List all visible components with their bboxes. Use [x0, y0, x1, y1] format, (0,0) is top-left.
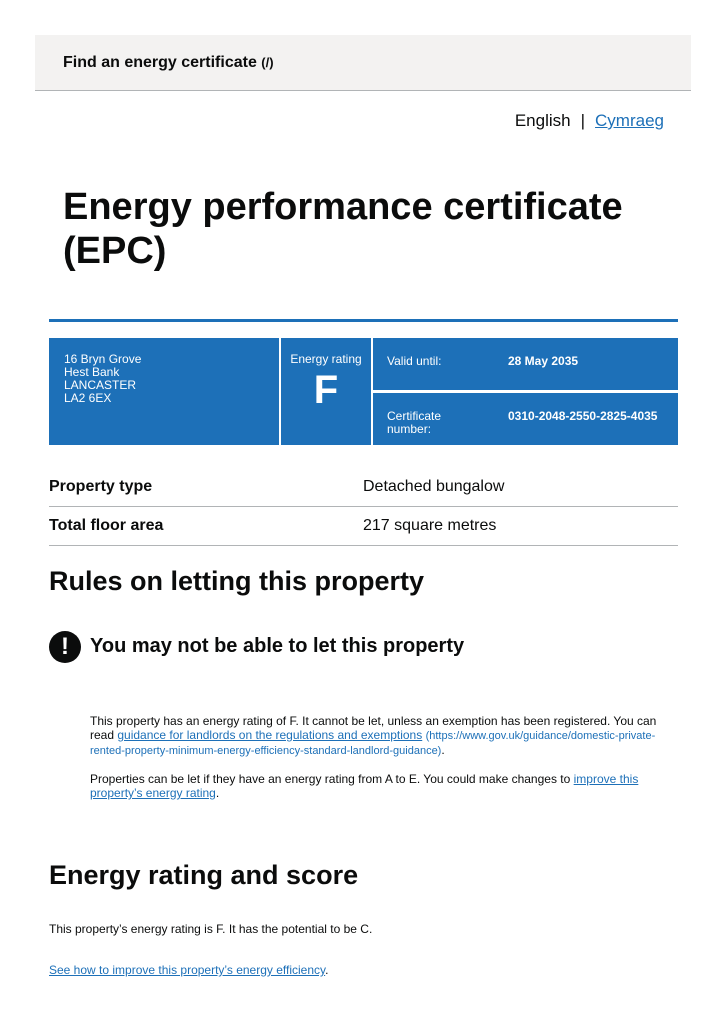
language-switcher [515, 111, 664, 131]
energy-rating-panel [281, 338, 371, 445]
energy-rating-heading: Energy rating and score [49, 860, 359, 890]
language-english: English [514, 111, 571, 130]
service-title: Find an energy certificate [63, 54, 257, 71]
address-panel [49, 338, 279, 445]
language-separator: | [580, 111, 586, 130]
address-line: Hest Bank [64, 365, 120, 379]
letting-text: This property has an energy rating of F. It cannot be let, unless an exemption has been registered. You can read [90, 714, 657, 742]
property-type-value: Detached bungalow [363, 478, 505, 495]
certificate-number-panel [373, 393, 678, 445]
certificate-number-label: Certificate number: [387, 409, 442, 436]
address-line: 16 Bryn Grove [64, 352, 142, 366]
landlord-guidance-link[interactable]: guidance for landlords on the regulations and exemptions [117, 728, 423, 742]
valid-until-panel [373, 338, 678, 390]
page-title: Energy performance certificate (EPC) [63, 186, 623, 272]
improve-efficiency-line [49, 963, 669, 977]
title-divider [49, 319, 678, 322]
energy-rating-label: Energy rating [290, 352, 362, 366]
energy-rating-text: This property’s energy rating is F. It has the potential to be C. [49, 922, 373, 936]
language-cymraeg-link[interactable]: Cymraeg [595, 111, 664, 130]
warning-title: You may not be able to let this property [90, 635, 465, 657]
floor-area-value: 217 square metres [363, 517, 497, 534]
certificate-summary [49, 338, 678, 445]
service-name[interactable] [63, 54, 274, 72]
valid-until-value: 28 May 2035 [508, 354, 579, 368]
letting-rules-heading: Rules on letting this property [49, 566, 425, 596]
property-row [49, 469, 678, 507]
letting-paragraph-1 [90, 714, 680, 758]
improve-rating-link[interactable]: improve this property’s energy rating [90, 772, 639, 800]
certificate-page [35, 35, 691, 1024]
service-link-url: (/) [261, 55, 274, 70]
letting-text: Properties can be let if they have an energy rating from A to E. You could make changes to [90, 772, 574, 786]
improve-efficiency-end: . [325, 963, 329, 977]
address-line: LA2 6EX [64, 391, 112, 405]
warning-icon: ! [49, 631, 81, 663]
energy-rating-letter: F [313, 368, 339, 412]
valid-until-label: Valid until: [387, 354, 442, 368]
site-header [35, 35, 691, 91]
letting-text-end: . [215, 786, 220, 800]
letting-text-end: . [441, 743, 445, 757]
certificate-number-value: 0310-2048-2550-2825-4035 [508, 409, 658, 423]
floor-area-label: Total floor area [49, 517, 164, 534]
property-type-label: Property type [49, 478, 153, 495]
property-details [49, 469, 678, 546]
address-lines [64, 353, 141, 405]
landlord-guidance-url: (https://www.gov.uk/guidance/domestic-private-rented-property-minimum-energy-efficiency-standard-landlord-guidance) [90, 730, 656, 757]
property-row [49, 508, 678, 546]
improve-efficiency-link[interactable]: See how to improve this property’s energy efficiency [49, 963, 326, 977]
letting-paragraph-2 [90, 772, 680, 800]
address-line: LANCASTER [64, 378, 137, 392]
